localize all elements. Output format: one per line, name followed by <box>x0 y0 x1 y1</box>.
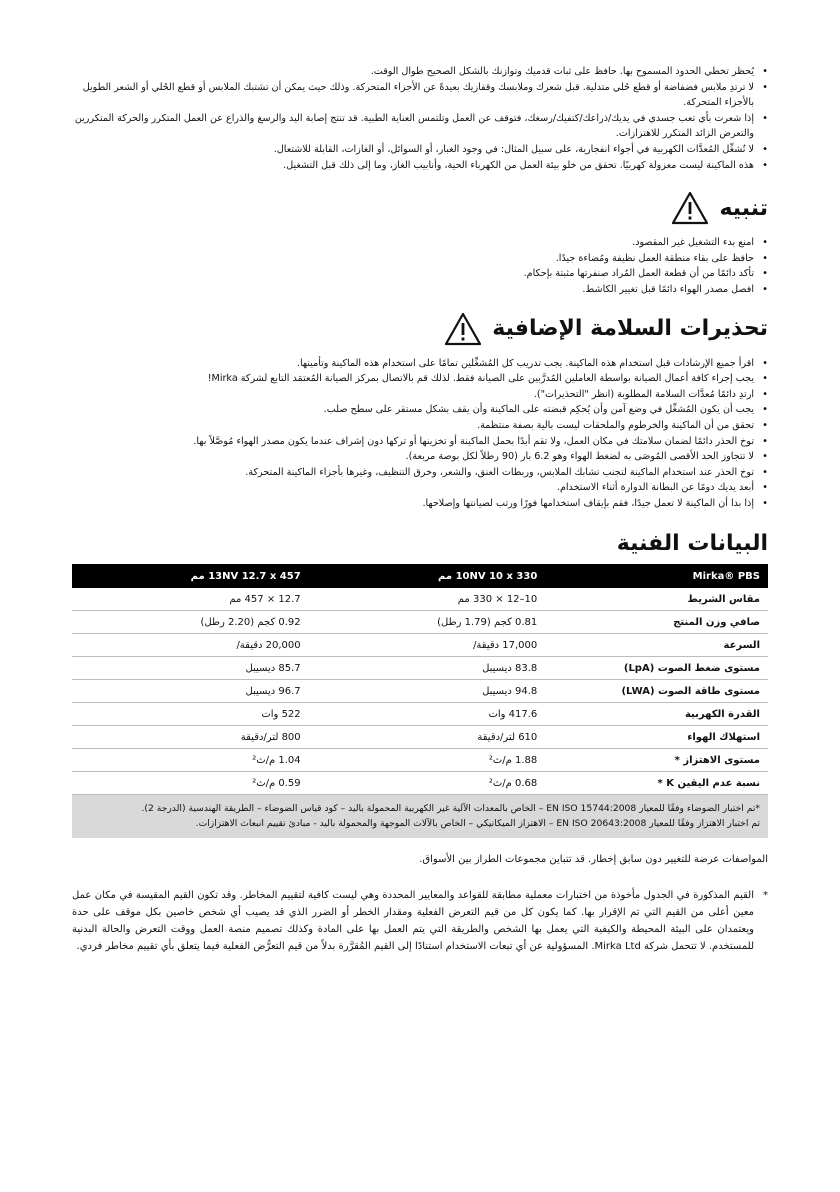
cell-10nv: 10–12 × 330 مم <box>309 588 546 611</box>
cell-13nv: 522 وات <box>72 703 309 726</box>
footnote-text: القيم المذكورة في الجدول مأخوذة من اختبارات معملية مطابقة للقواعد والمعايير المحددة وهي ليست كافية لتقييم المخاطر. وقد تكون القيم المقيسة في مكان عمل معين أعلى من القيم التي تم الإقرار بها. كما يكون كل من قيم التعرض الفعلية ومقدار الخطر أو الضرر الذي قد يصيب أي شخص خاصين بكل موقف على حدة ويعتمدان على البيئة المحيطة والكيفية التي يعمل بها الشخص والطريقة التي يتم العمل بها على المادة وكذلك تصميم منصة العمل ووقت التعرض والحالة البدنية للمستخدم. لا تتحمل شركة Mirka Ltd. المسؤولية عن أي تبعات الاستخدام استنادًا إلى القيم المُقرَّرة بدلاً من قيم التعرُّض الفعلية فيما يتعلق بأي تقييم مخاطر فردي. <box>72 890 754 953</box>
table-row <box>72 611 768 634</box>
spec-change-note: المواصفات عرضة للتغيير دون سابق إخطار. قد تتباين مجموعات الطراز بين الأسواق. <box>419 854 768 866</box>
list-item: • يجب أن يكون المُشغِّل في وضع آمن وأن يُحكِم قبضته على الماكينة وأن يقف بشكل مستقر على سطح صلب. <box>72 402 768 418</box>
row-label: صافي وزن المنتج <box>545 611 768 634</box>
row-label: مقاس الشريط <box>545 588 768 611</box>
cell-10nv: 94.8 ديسيبل <box>309 680 546 703</box>
list-item: • امنع بدء التشغيل غير المقصود. <box>72 235 768 251</box>
table-row <box>72 726 768 749</box>
cell-10nv: 417.6 وات <box>309 703 546 726</box>
cell-10nv: 83.8 ديسيبل <box>309 657 546 680</box>
cell-13nv: 85.7 ديسيبل <box>72 657 309 680</box>
safety-list <box>72 356 768 512</box>
tech-data-title: البيانات الفنية <box>616 531 768 557</box>
table-row <box>72 680 768 703</box>
row-label: استهلاك الهواء <box>545 726 768 749</box>
list-item: • أبعد يديك دومًا عن البطانة الدوارة أثناء الاستخدام. <box>72 480 768 496</box>
table-row <box>72 749 768 772</box>
row-label: مستوى ضغط الصوت (LpA) <box>545 657 768 680</box>
general-warnings-list <box>72 64 768 173</box>
list-item: • ارتدِ دائمًا مُعدَّات السلامة المطلوبة (انظر "التحذيرات"). <box>72 387 768 403</box>
list-item: • توخ الحذر دائمًا لضمان سلامتك في مكان العمل، ولا تقم أبدًا بحمل الماكينة أو تخزينها أو تركها دون إشراف عندما يكون مصدر الهواء مُوصَّلاً بها. <box>72 434 768 450</box>
cell-13nv: 800 لتر/دقيقة <box>72 726 309 749</box>
list-item: • توخ الحذر عند استخدام الماكينة لتجنب تشابك الملابس، وربطات العنق، والشعر، وخرق التنظيف، وغيرها بأجزاء الماكينة المتحركة. <box>72 465 768 481</box>
header-model-10nv: 10NV 10 x 330 مم <box>309 564 546 588</box>
values-footnote <box>72 887 768 955</box>
warning-triangle-icon <box>444 312 482 346</box>
list-item: • تحقق من أن الماكينة والخرطوم والملحقات ليست بالية بصفة منتظمة. <box>72 418 768 434</box>
table-header-row <box>72 564 768 588</box>
list-item: • لا تتجاوز الحد الأقصى المُوصَى به لضغط الهواء وهو 6.2 بار (90 رطلاً لكل بوصة مربعة). <box>72 449 768 465</box>
list-item: • هذه الماكينة ليست معزولة كهربيًا. تحقق من خلو بيئة العمل من الكهرباء الحية، وأنابيب الغاز، وما إلى ذلك قبل التشغيل. <box>72 158 768 174</box>
list-item: • يجب إجراء كافة أعمال الصيانة بواسطة العاملين المُدرَّبين على الصيانة فقط. لذلك قم بالاتصال بمركز الصيانة المُعتمَد التابع لشركة Mirka! <box>72 371 768 387</box>
list-item: • إذا شعرت بأي تعب جسدي في يديك/ذراعك/كتفيك/رسغك، فتوقف عن العمل وتلتمس العناية الطبية. قد تنتج إصابة اليد والرسغ والذراع عن العمل المتكرر والحركة المتكررين والتعرض الزائد المتكرر للاهتزازات. <box>72 111 768 142</box>
row-label: نسبة عدم اليقين K * <box>545 772 768 795</box>
cell-10nv: 17,000 دقيقة/ <box>309 634 546 657</box>
warning-triangle-icon <box>671 191 709 225</box>
notice-heading <box>72 191 768 225</box>
cell-10nv: 0.68 م/ث² <box>309 772 546 795</box>
cell-10nv: 0.81 كجم (1.79 رطل) <box>309 611 546 634</box>
list-item: • إذا بدا أن الماكينة لا تعمل جيدًا، فقم بإيقاف استخدامها فورًا ورتب لصيانتها وإصلاحها. <box>72 496 768 512</box>
table-row <box>72 634 768 657</box>
row-label: مستوى طاقة الصوت (LWA) <box>545 680 768 703</box>
cell-13nv: 1.04 م/ث² <box>72 749 309 772</box>
cell-13nv: 0.59 م/ث² <box>72 772 309 795</box>
table-row <box>72 657 768 680</box>
footnote-star: * <box>763 890 768 902</box>
safety-heading <box>72 312 768 346</box>
cell-10nv: 1.88 م/ث² <box>309 749 546 772</box>
safety-title: تحذيرات السلامة الإضافية <box>492 316 768 342</box>
row-label: القدرة الكهربية <box>545 703 768 726</box>
vibration-test-note: تم اختبار الاهتزاز وفقًا للمعيار EN ISO 20643:2008 – الاهتزاز الميكانيكي – الخاص بالآلات الموجهة والمحمولة باليد - مبادئ تقييم انبعاث الاهتزازات. <box>195 818 760 830</box>
cell-10nv: 610 لتر/دقيقة <box>309 726 546 749</box>
cell-13nv: 20,000 دقيقة/ <box>72 634 309 657</box>
notice-list <box>72 235 768 297</box>
test-standards-notes <box>72 795 768 838</box>
cell-13nv: 12.7 × 457 مم <box>72 588 309 611</box>
spec-table <box>72 564 768 795</box>
table-row <box>72 772 768 795</box>
header-product: Mirka® PBS <box>545 564 768 588</box>
list-item: • افصل مصدر الهواء دائمًا قبل تغيير الكاشط. <box>72 282 768 298</box>
list-item: • يُحظر تخطي الحدود المسموح بها. حافظ على ثبات قدميك وتوازنك بالشكل الصحيح طوال الوقت. <box>72 64 768 80</box>
row-label: مستوى الاهتزاز * <box>545 749 768 772</box>
cell-13nv: 96.7 ديسيبل <box>72 680 309 703</box>
list-item: • تأكد دائمًا من أن قطعة العمل المُراد صنفرتها مثبتة بإحكام. <box>72 266 768 282</box>
header-model-13nv: 13NV 12.7 x 457 مم <box>72 564 309 588</box>
notice-title: تنبيه <box>719 195 768 221</box>
table-row <box>72 588 768 611</box>
table-row <box>72 703 768 726</box>
list-item: • لا تُشغِّل المُعدَّات الكهربية في أجواء انفجارية، على سبيل المثال: في وجود الغبار، أو السوائل، أو الغازات، القابلة للاشتعال. <box>72 142 768 158</box>
noise-test-note: *تم اختبار الضوضاء وفقًا للمعيار EN ISO 15744:2008 – الخاص بالمعدات الآلية غير الكهربية المحمولة باليد – كود قياس الضوضاء – الطريقة الهندسية (الدرجة 2). <box>141 803 760 815</box>
list-item: • اقرأ جميع الإرشادات قبل استخدام هذه الماكينة. يجب تدريب كل المُشغِّلين تمامًا على استخدام هذه الماكينة وتأمينها. <box>72 356 768 372</box>
row-label: السرعة <box>545 634 768 657</box>
cell-13nv: 0.92 كجم (2.20 رطل) <box>72 611 309 634</box>
list-item: • حافظ على بقاء منطقة العمل نظيفة ومُضاءة جيدًا. <box>72 251 768 267</box>
list-item: • لا ترتدِ ملابس فضفاضة أو قطع حُلي متدلية. قبل شعرك وملابسك وقفازيك بعيدةً عن الأجزاء المتحركة. وذلك حيث يمكن أن تشتبك الملابس أو قطع الحُلي أو الشعر الطويل بالأجزاء المتحركة. <box>72 80 768 111</box>
